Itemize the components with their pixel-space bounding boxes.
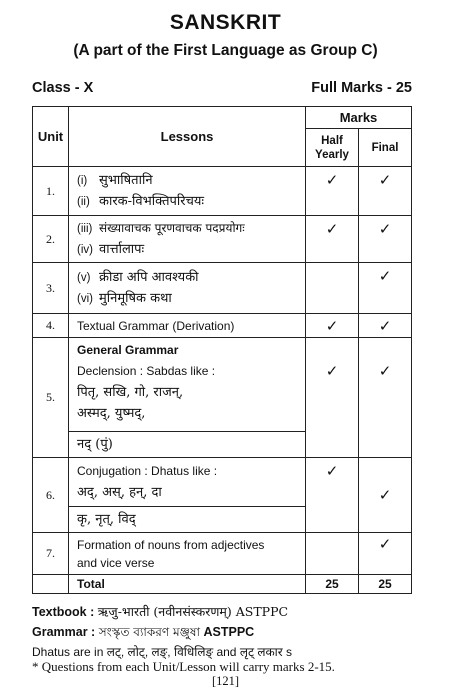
total-final: 25 (359, 575, 412, 594)
lesson-index: (vi) (77, 293, 93, 305)
syllabus-table (32, 106, 412, 594)
total-unit-empty (33, 575, 69, 594)
lesson-text: मुनिमूषिक कथा (99, 291, 172, 306)
lesson-line (77, 191, 305, 212)
page-subtitle: (A part of the First Language as Group C) (73, 42, 378, 59)
grammar-value: সংস্কৃত ব্যাকরণ মঞ্জুষা (98, 625, 200, 639)
lesson-index: (i) (77, 175, 88, 187)
lesson-index: (v) (77, 272, 91, 284)
lesson-index: (iv) (77, 244, 93, 256)
lesson-line (77, 239, 305, 260)
lesson-line: कृ, नृत्, विद् (77, 512, 136, 527)
dhatus-line: Dhatus are in लट्, लोट्, लङ्, विधिलिङ् and लृट् लकार s (32, 645, 293, 659)
check-icon: ✓ (378, 316, 392, 335)
grammar-label: Grammar : (32, 625, 96, 639)
lesson-cell (69, 167, 306, 216)
check-icon: ✓ (378, 171, 392, 189)
table-row (33, 458, 412, 507)
unit-header: Unit (33, 107, 69, 167)
lesson-index: (ii) (77, 196, 90, 208)
table-row (33, 263, 412, 314)
marks-header: Marks (306, 107, 412, 129)
check-icon: ✓ (325, 220, 339, 238)
lesson-line: अद्, अस्, हन्, दा (77, 485, 162, 500)
lesson-text: वार्त्तालापः (99, 242, 145, 257)
total-label: Total (69, 575, 306, 594)
check-icon: ✓ (378, 535, 392, 553)
lesson-heading: General Grammar (77, 343, 179, 357)
unit-number: 7. (33, 533, 69, 575)
final-tick (359, 263, 412, 314)
lesson-cell (69, 432, 306, 458)
questions-note: * Questions from each Unit/Lesson will carry marks 2-15. (32, 659, 335, 674)
half-yearly-header (306, 129, 359, 167)
lesson-cell (69, 216, 306, 263)
lesson-text: Textual Grammar (Derivation) (77, 318, 235, 333)
lesson-line (77, 288, 305, 309)
unit-number: 3. (33, 263, 69, 314)
lesson-line: अस्मद्, युष्मद्, (77, 406, 146, 421)
half-yearly-tick (306, 167, 359, 216)
final-tick (359, 458, 412, 533)
final-header: Final (359, 129, 412, 167)
check-icon: ✓ (378, 362, 392, 380)
lesson-text: कारक-विभक्तिपरिचयः (99, 194, 205, 209)
unit-number: 5. (33, 338, 69, 458)
grammar-line (32, 624, 422, 644)
lesson-line: Conjugation : Dhatus like : (77, 464, 218, 478)
table-row (33, 338, 412, 432)
lesson-cell (69, 338, 306, 432)
check-icon: ✓ (325, 462, 339, 480)
textbook-value: ऋजु-भारती (नवीनसंस्करणम्) ASTPPC (97, 604, 289, 619)
half-yearly-empty (306, 533, 359, 575)
table-row (33, 314, 412, 338)
lesson-line (77, 218, 305, 239)
check-icon: ✓ (378, 267, 392, 285)
textbook-line (32, 603, 422, 620)
final-tick (359, 338, 412, 458)
final-tick (359, 216, 412, 263)
check-icon: ✓ (378, 486, 392, 504)
lesson-line: नद् (पुं) (77, 437, 113, 452)
half-yearly-tick (306, 314, 359, 338)
unit-number: 6. (33, 458, 69, 533)
lessons-header: Lessons (69, 107, 306, 167)
lesson-cell (69, 533, 306, 575)
lesson-line (77, 170, 305, 191)
lesson-text: संख्यावाचक पूरणवाचक पदप्रयोगः (99, 221, 245, 235)
unit-number: 1. (33, 167, 69, 216)
lesson-line: पितृ, सखि, गो, राजन्, (77, 385, 184, 400)
lesson-line (77, 316, 305, 336)
table-row (33, 533, 412, 575)
lesson-cell (69, 458, 306, 507)
total-half-yearly: 25 (306, 575, 359, 594)
final-tick (359, 533, 412, 575)
half-yearly-line1: Half (321, 134, 343, 147)
lesson-text: सुभाषितानि (99, 173, 153, 188)
textbook-label: Textbook : (32, 605, 95, 619)
check-icon: ✓ (325, 316, 339, 335)
check-icon: ✓ (325, 362, 339, 380)
lesson-line (77, 267, 305, 288)
check-icon: ✓ (325, 171, 339, 189)
final-tick (359, 314, 412, 338)
table-row (33, 216, 412, 263)
lesson-line: Formation of nouns from adjectives (77, 537, 265, 552)
lesson-line: Declension : Sabdas like : (77, 364, 216, 378)
final-tick (359, 167, 412, 216)
page-number: [121] (211, 674, 240, 688)
half-yearly-line2: Yearly (315, 148, 349, 161)
lesson-cell (69, 314, 306, 338)
lesson-cell (69, 507, 306, 533)
grammar-publisher: ASTPPC (203, 625, 255, 639)
class-line (32, 80, 412, 96)
class-label: Class - X (32, 80, 94, 96)
unit-number: 2. (33, 216, 69, 263)
lesson-index: (iii) (77, 223, 93, 235)
total-row (33, 575, 412, 594)
half-yearly-tick (306, 216, 359, 263)
table-header-row (33, 107, 412, 129)
full-marks-label: Full Marks - 25 (311, 80, 412, 96)
check-icon: ✓ (378, 220, 392, 238)
lesson-line: and vice verse (77, 555, 155, 570)
lesson-text: क्रीडा अपि आवश्यकी (99, 270, 199, 285)
unit-number: 4. (33, 314, 69, 338)
half-yearly-tick (306, 338, 359, 458)
half-yearly-tick (306, 458, 359, 533)
table-row (33, 167, 412, 216)
half-yearly-empty (306, 263, 359, 314)
lesson-cell (69, 263, 306, 314)
page-title: SANSKRIT (169, 11, 282, 34)
